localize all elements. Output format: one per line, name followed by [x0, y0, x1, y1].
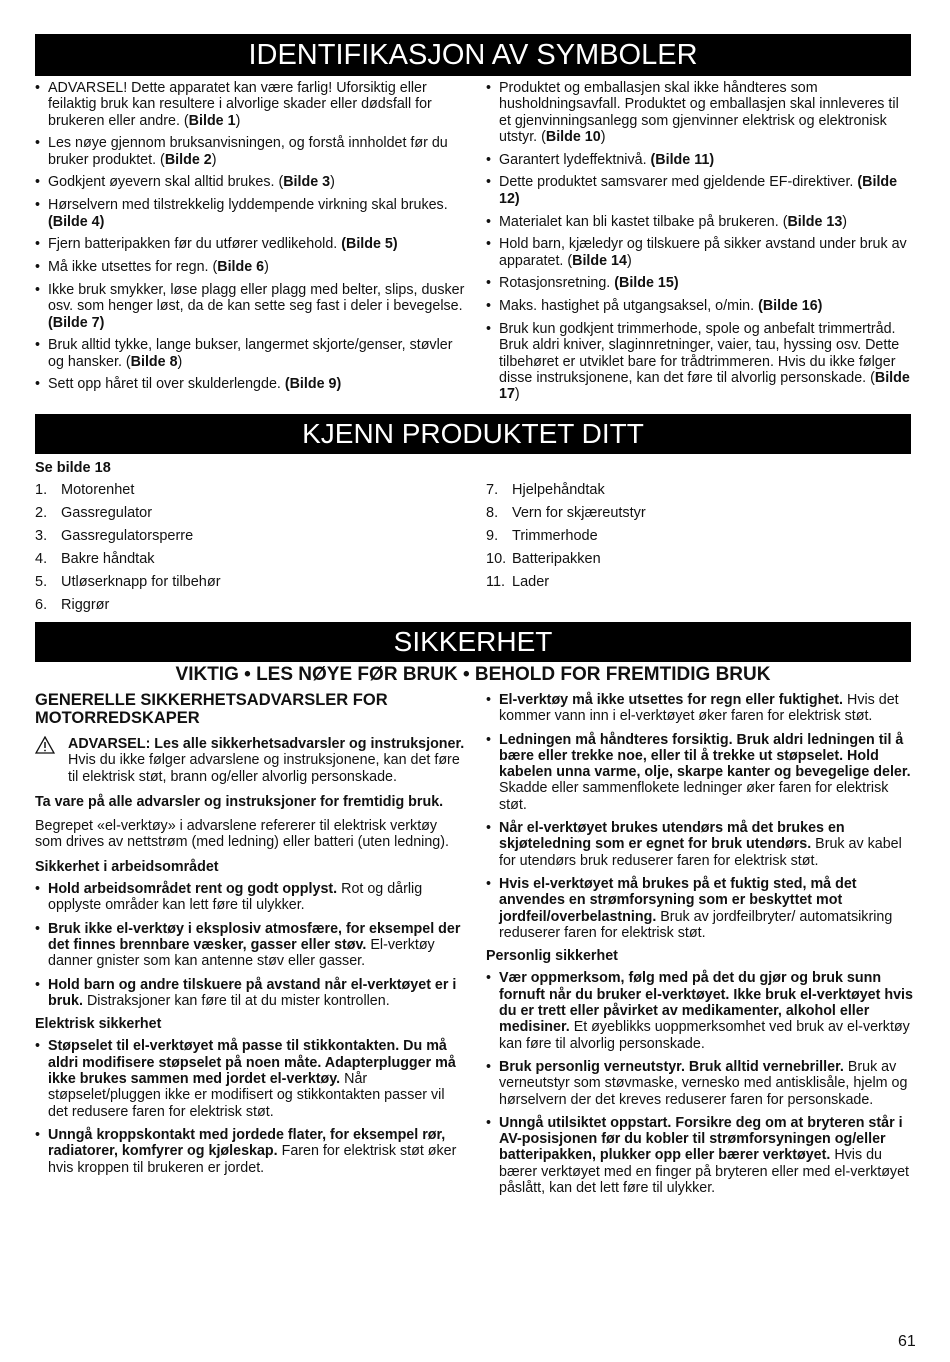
part-label: Vern for skjæreutstyr: [512, 505, 646, 521]
symbol-text: Produktet og emballasjen skal ikke håndteres som husholdningsavfall. Produktet og emballasjen skal innleveres til et gjenvinningsanlegg som gjenvinner elektrisk og elektronisk utstyr. (: [499, 80, 899, 145]
figure-reference: (Bilde 12): [499, 174, 898, 207]
safety-item: [486, 1059, 914, 1108]
figure-reference: Bilde 1: [188, 112, 236, 129]
part-item: [35, 525, 467, 548]
part-item: [35, 479, 467, 502]
symbol-text: Bruk alltid tykke, lange bukser, langermet skjorte/genser, støvler og hansker. (: [48, 337, 453, 370]
symbols-right-list: [486, 80, 914, 403]
symbol-item: [35, 259, 467, 275]
safety-item-text: Bruk av jordfeilbryter/ automatsikring reduserer faren for elektrisk støt.: [499, 908, 893, 941]
part-number: 8.: [486, 505, 499, 521]
symbol-item: [35, 282, 467, 331]
symbol-text: Hørselvern med tilstrekkelig lyddempende virkning skal brukes.: [48, 197, 448, 214]
symbol-item: [35, 135, 467, 168]
figure-reference: (Bilde 9): [284, 376, 342, 393]
part-number: 9.: [486, 528, 499, 544]
part-number: 5.: [35, 574, 48, 590]
figure-reference: Bilde 17: [499, 369, 910, 403]
safety-item: [35, 1038, 467, 1119]
symbol-item: [35, 337, 467, 370]
part-label: Gassregulatorsperre: [61, 528, 194, 544]
part-item: [35, 594, 467, 617]
symbol-item: [486, 80, 914, 145]
figure-reference: (Bilde 11): [650, 151, 715, 168]
safety-left-column: [35, 691, 467, 1183]
page-number: 61: [898, 1333, 916, 1350]
product-parts-list-left: [35, 479, 467, 617]
safety-item-text: Distraksjoner kan føre til at du mister kontrollen.: [82, 992, 390, 1009]
safety-item: [486, 970, 914, 1051]
symbol-text: Fjern batteripakken før du utfører vedlikehold.: [48, 236, 342, 253]
safety-item-text: Faren for elektrisk støt øker hvis kroppen til brukeren er jordet.: [48, 1143, 457, 1176]
symbols-left-column: [35, 80, 467, 399]
electric-safety-list-right: [486, 692, 914, 941]
general-safety-heading: GENERELLE SIKKERHETSADVARSLER FOR MOTORREDSKAPER: [35, 691, 388, 727]
symbol-text-end: ): [264, 259, 269, 276]
safety-item-bold: Hold arbeidsområdet rent og godt opplyst.: [48, 881, 338, 898]
figure-reference: (Bilde 15): [614, 275, 679, 292]
symbol-text: Hold barn, kjæledyr og tilskuere på sikker avstand under bruk av apparatet. (: [499, 236, 907, 269]
part-label: Batteripakken: [512, 551, 601, 567]
safety-item-bold: Vær oppmerksom, følg med på det du gjør og bruk sunn fornuft når du bruker el-verktøyet. Ikke bruk el-verktøyet hvis du er trett eller påvirket av medikamenter, alkohol eller medisiner.: [499, 970, 913, 1036]
symbol-item: [35, 80, 467, 129]
safety-item-text: Hvis du bærer verktøyet med en finger på bryteren eller med el-verktøyet påslått, kan det lett føre til ulykker.: [499, 1147, 910, 1197]
product-parts-list-right: [486, 479, 914, 594]
safety-subtitle: VIKTIG • LES NØYE FØR BRUK • BEHOLD FOR FREMTIDIG BRUK: [175, 664, 771, 685]
part-number: 7.: [486, 482, 499, 498]
symbol-text-end: ): [600, 128, 606, 145]
part-label: Lader: [512, 574, 550, 590]
product-right-column: [486, 479, 914, 594]
figure-reference: (Bilde 16): [758, 298, 823, 315]
part-item: [486, 502, 914, 525]
part-label: Trimmerhode: [512, 528, 598, 544]
part-label: Hjelpehåndtak: [512, 482, 605, 498]
warning-block: [35, 736, 467, 785]
safety-item: [35, 881, 467, 914]
figure-reference: Bilde 10: [545, 128, 601, 145]
figure-reference: Bilde 3: [283, 174, 331, 191]
symbol-text: Sett opp håret til over skulderlengde.: [48, 376, 285, 393]
symbol-text-end: ): [211, 151, 217, 168]
safety-item: [486, 732, 914, 813]
work-area-list: [35, 881, 467, 1009]
figure-reference: Bilde 14: [572, 252, 627, 269]
symbol-text-end: ): [177, 353, 183, 370]
part-number: 2.: [35, 505, 48, 521]
work-area-title: Sikkerhet i arbeidsområdet: [35, 858, 219, 875]
safety-item: [35, 1127, 467, 1176]
part-number: 10.: [486, 551, 507, 567]
safety-item-text: Når støpselet/pluggen ikke er modifisert og stikkontakten passer vil det redusere faren for elektrisk støt.: [48, 1071, 445, 1120]
safety-item-bold: Bruk personlig verneutstyr. Bruk alltid vernebriller.: [499, 1058, 844, 1075]
symbol-text: Les nøye gjennom bruksanvisningen, og forstå innholdet før du bruker produktet. (: [48, 135, 448, 168]
product-left-column: [35, 460, 467, 617]
warning-bold-text: ADVARSEL: Les alle sikkerhetsadvarsler og instruksjoner.: [68, 736, 465, 752]
symbol-item: [35, 376, 467, 392]
symbols-left-list: [35, 80, 467, 393]
symbol-text: Maks. hastighet på utgangsaksel, o/min.: [499, 298, 759, 315]
personal-safety-title: Personlig sikkerhet: [486, 948, 618, 965]
symbol-item: [486, 236, 914, 269]
safety-item-bold: Unngå utilsiktet oppstart. Forsikre deg om at bryteren står i AV-posisjonen før du kobler til strømforsyningen og/eller batteripakken, plukker opp eller bærer verktøyet.: [499, 1114, 903, 1164]
safety-item-text: Bruk av verneutstyr som støvmaske, vernesko med antisklisåle, hjelm og hørselvern der det kreves reduserer faren for personskade.: [499, 1058, 908, 1108]
see-figure-label: Se bilde 18: [35, 460, 111, 476]
safety-item: [486, 1115, 914, 1196]
safety-item-text: Rot og dårlig opplyste områder kan lett føre til ulykker.: [48, 881, 423, 914]
symbol-text: Må ikke utsettes for regn. (: [48, 259, 218, 276]
symbol-item: [486, 321, 914, 402]
figure-reference: Bilde 13: [787, 213, 843, 230]
safety-item-text: Hvis det kommer vann inn i el-verktøyet øker faren for elektrisk støt.: [499, 692, 899, 725]
symbol-text: ADVARSEL! Dette apparatet kan være farlig! Uforsiktig eller feilaktig bruk kan resultere i alvorlige skader eller dødsfall for brukeren eller andre. (: [48, 80, 432, 129]
symbol-text: Godkjent øyevern skal alltid brukes. (: [48, 174, 284, 191]
safety-item-bold: Når el-verktøyet brukes utendørs må det brukes en skjøteledning som er egnet for bruk utendørs.: [499, 820, 845, 853]
part-label: Utløserknapp for tilbehør: [61, 574, 221, 590]
symbol-text-end: ): [514, 386, 520, 403]
electric-safety-list-left: [35, 1038, 467, 1175]
part-item: [35, 548, 467, 571]
symbol-text: Dette produktet samsvarer med gjeldende EF-direktiver.: [499, 174, 858, 191]
symbol-text-end: ): [842, 213, 848, 230]
warning-triangle-icon: [35, 736, 55, 758]
part-item: [486, 548, 914, 571]
symbol-text: Rotasjonsretning.: [499, 275, 615, 292]
part-item: [486, 525, 914, 548]
part-number: 11.: [486, 574, 506, 590]
personal-safety-list: [486, 970, 914, 1196]
symbols-banner: IDENTIFIKASJON AV SYMBOLER: [35, 34, 911, 76]
safety-item: [35, 977, 467, 1010]
part-label: Motorenhet: [61, 482, 135, 498]
part-item: [35, 502, 467, 525]
part-label: Riggrør: [61, 597, 110, 613]
safety-item: [486, 876, 914, 941]
safety-item: [486, 820, 914, 869]
part-item: [486, 571, 914, 594]
safety-item: [486, 692, 914, 725]
safety-item-bold: Hvis el-verktøyet må brukes på et fuktig sted, må det anvendes en strømforsyning som er beskyttet mot jordfeil/overbelastning.: [499, 875, 857, 925]
symbol-item: [486, 152, 914, 168]
symbols-right-column: [486, 80, 914, 409]
symbol-text: Materialet kan bli kastet tilbake på brukeren. (: [499, 213, 788, 230]
figure-reference: (Bilde 5): [341, 236, 398, 253]
symbol-text-end: ): [235, 112, 241, 129]
symbol-text-end: ): [330, 174, 335, 191]
safety-item-bold: Ledningen må håndteres forsiktig. Bruk aldri ledningen til å bære eller trekke noe, eller til å trekke ut støpselet. Hold kabelen unna varme, olje, skarpe kanter og bevegelige deler.: [499, 731, 911, 781]
warning-text: Hvis du ikke følger advarslene og instruksjonene, kan det føre til elektrisk støt, brann og/eller alvorlig personskade.: [68, 752, 460, 785]
figure-reference: Bilde 6: [217, 259, 265, 276]
figure-reference: Bilde 8: [130, 353, 178, 370]
symbol-text: Ikke bruk smykker, løse plagg eller plagg med belter, slips, dusker osv. som henger løst, da de kan sette seg fast i deler i bevegelse.: [48, 281, 465, 315]
symbol-item: [486, 214, 914, 230]
power-tool-definition: Begrepet «el-verktøy» i advarslene refererer til elektrisk verktøy som drives av nettstrøm (med ledning) eller batteri (uten ledning).: [35, 818, 449, 851]
safety-item-bold: El-verktøy må ikke utsettes for regn eller fuktighet.: [499, 692, 844, 708]
safety-item-bold: Støpselet til el-verktøyet må passe til stikkontakten. Du må aldri modifisere støpselet på noen måte. Adapterplugger må ikke brukes sammen med jordet el-verktøy.: [48, 1038, 456, 1088]
part-number: 1.: [35, 482, 48, 498]
symbol-item: [486, 174, 914, 207]
figure-reference: (Bilde 7): [48, 314, 105, 331]
safety-item-bold: Unngå kroppskontakt med jordede flater, for eksempel rør, radiatorer, komfyrer og kjøleskap.: [48, 1126, 446, 1160]
symbol-text: Garantert lydeffektnivå.: [499, 151, 651, 168]
part-number: 4.: [35, 551, 48, 567]
part-label: Gassregulator: [61, 505, 153, 521]
safety-item-text: Bruk av kabel for utendørs bruk reduserer faren for elektrisk støt.: [499, 836, 902, 869]
part-number: 6.: [35, 597, 48, 613]
safety-item-bold: Hold barn og andre tilskuere på avstand når el-verktøyet er i bruk.: [48, 976, 457, 1009]
figure-reference: (Bilde 4): [48, 213, 105, 230]
symbol-item: [486, 298, 914, 314]
keep-instructions: Ta vare på alle advarsler og instruksjoner for fremtidig bruk.: [35, 793, 444, 810]
safety-item-text: Et øyeblikks uoppmerksomhet ved bruk av el-verktøy kan føre til alvorlig personskade.: [499, 1019, 910, 1052]
safety-item-text: Skadde eller sammenflokete ledninger øker faren for elektrisk støt.: [499, 780, 889, 813]
part-number: 3.: [35, 528, 48, 544]
product-banner: KJENN PRODUKTET DITT: [35, 414, 911, 454]
symbol-item: [35, 174, 467, 190]
symbol-item: [35, 236, 467, 252]
safety-item-bold: Bruk ikke el-verktøy i eksplosiv atmosfære, for eksempel der det finnes brennbare væsker, gasser eller støv.: [48, 920, 461, 953]
part-label: Bakre håndtak: [61, 551, 155, 567]
electric-safety-title: Elektrisk sikkerhet: [35, 1016, 162, 1033]
part-item: [486, 479, 914, 502]
safety-right-column: [486, 692, 914, 1203]
symbol-item: [35, 197, 467, 230]
symbol-item: [486, 275, 914, 291]
symbol-text: Bruk kun godkjent trimmerhode, spole og anbefalt trimmertråd. Bruk aldri kniver, slaginnretninger, vaier, tau, hyssing osv. Dette tilbehøret er utviklet bare for trådtrimmeren. Hvis du ikke følger disse instruksjonene, kan det føre til alvorlig personskade. (: [499, 321, 900, 386]
safety-item: [35, 921, 467, 970]
part-item: [35, 571, 467, 594]
symbol-text-end: ): [626, 252, 632, 269]
safety-banner: SIKKERHET: [35, 622, 911, 662]
safety-item-text: El-verktøy danner gnister som kan antenne støv eller gasser.: [48, 936, 435, 970]
figure-reference: Bilde 2: [164, 151, 212, 168]
